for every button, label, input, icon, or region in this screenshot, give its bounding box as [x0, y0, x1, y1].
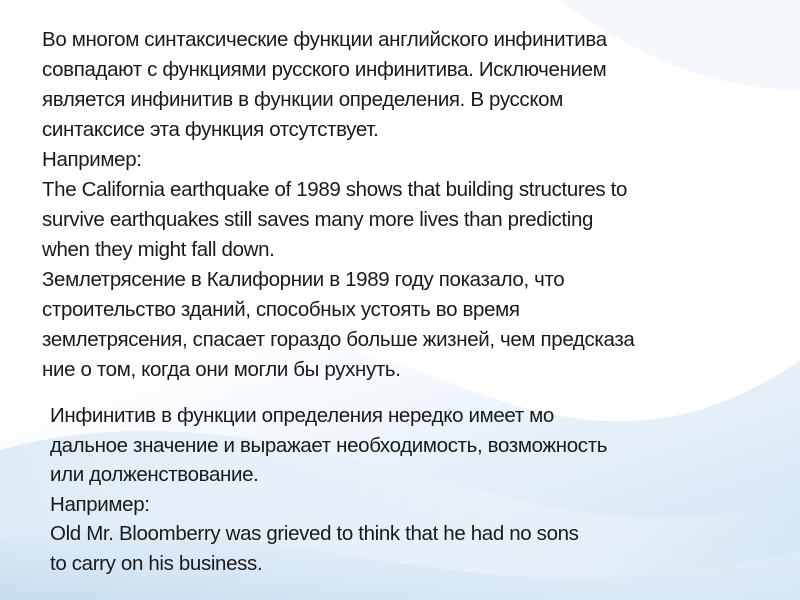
translation-line: Землетрясение в Калифорнии в 1989 году показало, что [42, 268, 565, 291]
translation-line: ние о том, когда они могли бы рухнуть. [42, 358, 401, 381]
text-line: дальное значение и выражает необходимость, возможность [50, 433, 608, 457]
example-label: Например: [42, 148, 142, 171]
text-line: синтаксисе эта функция отсутствует. [42, 118, 379, 141]
main-text-block [42, 25, 782, 385]
text-line: Во многом синтаксические функции английского инфинитива [42, 28, 607, 51]
secondary-text-block [50, 401, 780, 578]
example-english-line: Old Mr. Bloomberry was grieved to think that he had no sons [50, 522, 579, 545]
text-line: является инфинитив в функции определения. В русском [42, 88, 563, 111]
example-english-line: The California earthquake of 1989 shows that building structures to [42, 178, 628, 201]
example-english-line: when they might fall down. [42, 238, 275, 261]
example-english-line: survive earthquakes still saves many more lives than predicting [42, 208, 594, 231]
text-line: совпадают с функциями русского инфинитива. Исключением [42, 58, 607, 81]
example-english-line: to carry on his business. [50, 551, 263, 575]
text-line: или долженствование. [50, 463, 259, 486]
translation-line: строительство зданий, способных устоять во время [42, 298, 520, 321]
example-label: Например: [50, 492, 150, 516]
text-line: Инфинитив в функции определения нередко имеет мо [50, 404, 554, 427]
translation-line: землетрясения, спасает гораздо больше жизней, чем предсказа [42, 328, 635, 351]
